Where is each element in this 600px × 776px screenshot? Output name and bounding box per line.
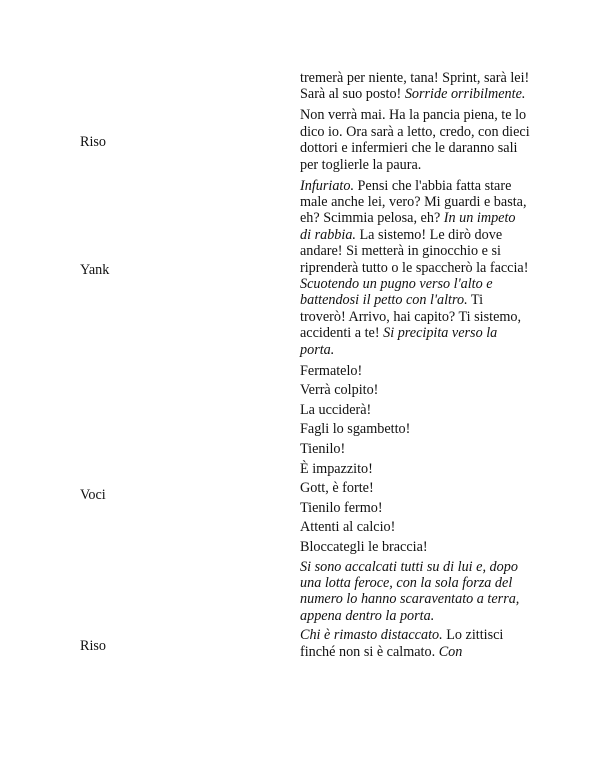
stage-direction: Infuriato. (300, 177, 354, 194)
dialogue-text: tremerà per niente, tana! Sprint, sarà lei! Sarà al suo posto! (300, 70, 530, 103)
script-row (80, 178, 530, 363)
dialogue-text: Verrà colpito! (300, 382, 379, 399)
dialogue-text: Non verrà mai. Ha la pancia piena, te lo dico io. Ora sarà a letto, credo, con dieci dottori e infermieri che le daranno sali per toglierle la paura. (300, 107, 530, 173)
dialogue-text: È impazzito! (300, 460, 373, 477)
dialogue-line (300, 539, 530, 559)
dialogue-text: Bloccategli le braccia! (300, 539, 428, 556)
stage-direction: Con (438, 643, 463, 660)
dialogue-text: La sistemo! Le dirò dove andare! Si metterà in ginocchio e si riprenderà tutto o le spaccherò la faccia! (300, 226, 529, 276)
speaker-name: Riso (80, 637, 107, 654)
dialogue-text: Fagli lo sgambetto! (300, 421, 411, 438)
dialogue-line (300, 421, 530, 441)
dialogue-text: Fermatelo! (300, 362, 363, 379)
stage-direction: Scuotendo un pugno verso l'alto e battendosi il petto con l'altro. (300, 276, 493, 309)
dialogue-text: La ucciderà! (300, 401, 372, 418)
dialogue-line (300, 627, 530, 664)
dialogue-line (300, 500, 530, 520)
dialogue-text: Lo zittisci finché non si è calmato. (300, 627, 504, 660)
dialogue-line (300, 461, 530, 481)
stage-direction: Chi è rimasto distaccato. (300, 627, 443, 644)
dialogue-text: Gott, è forte! (300, 480, 374, 497)
dialogue-text: Tienilo fermo! (300, 499, 383, 516)
dialogue-text: Ti troverò! Arrivo, hai capito? Ti sistemo, accidenti a te! (300, 292, 522, 342)
dialogue-text: Attenti al calcio! (300, 519, 396, 536)
stage-direction: In un impeto di rabbia. (300, 210, 516, 243)
script-row (80, 107, 530, 177)
speaker-name: Voci (80, 486, 106, 503)
dialogue-line (300, 441, 530, 461)
script-table (80, 70, 530, 665)
dialogue-text: Pensi che l'abbia fatta stare male anche lei, vero? Mi guardi e basta, eh? Scimmia pelosa, eh? (300, 177, 527, 227)
stage-direction: Si precipita verso la porta. (300, 325, 498, 358)
dialogue-line (300, 107, 530, 177)
speaker-name: Riso (80, 134, 107, 151)
dialogue-line (300, 363, 530, 383)
dialogue-line (300, 70, 530, 107)
stage-direction: Sorride orribilmente. (404, 86, 526, 103)
script-row (80, 627, 530, 664)
dialogue-text: Tienilo! (300, 441, 346, 458)
dialogue-line (300, 178, 530, 363)
stage-direction: Si sono accalcati tutti su di lui e, dopo una lotta feroce, con la sola forza del numero lo hanno scaraventato a terra, appena dentro la porta. (300, 558, 520, 624)
script-body (80, 70, 530, 665)
script-row (80, 363, 530, 383)
dialogue-line (300, 480, 530, 500)
speaker-name (80, 70, 300, 107)
dialogue-line (300, 402, 530, 422)
speaker-name: Yank (80, 261, 110, 278)
script-row (80, 70, 530, 107)
dialogue-line (300, 519, 530, 539)
dialogue-line (300, 382, 530, 402)
dialogue-line (300, 559, 530, 628)
